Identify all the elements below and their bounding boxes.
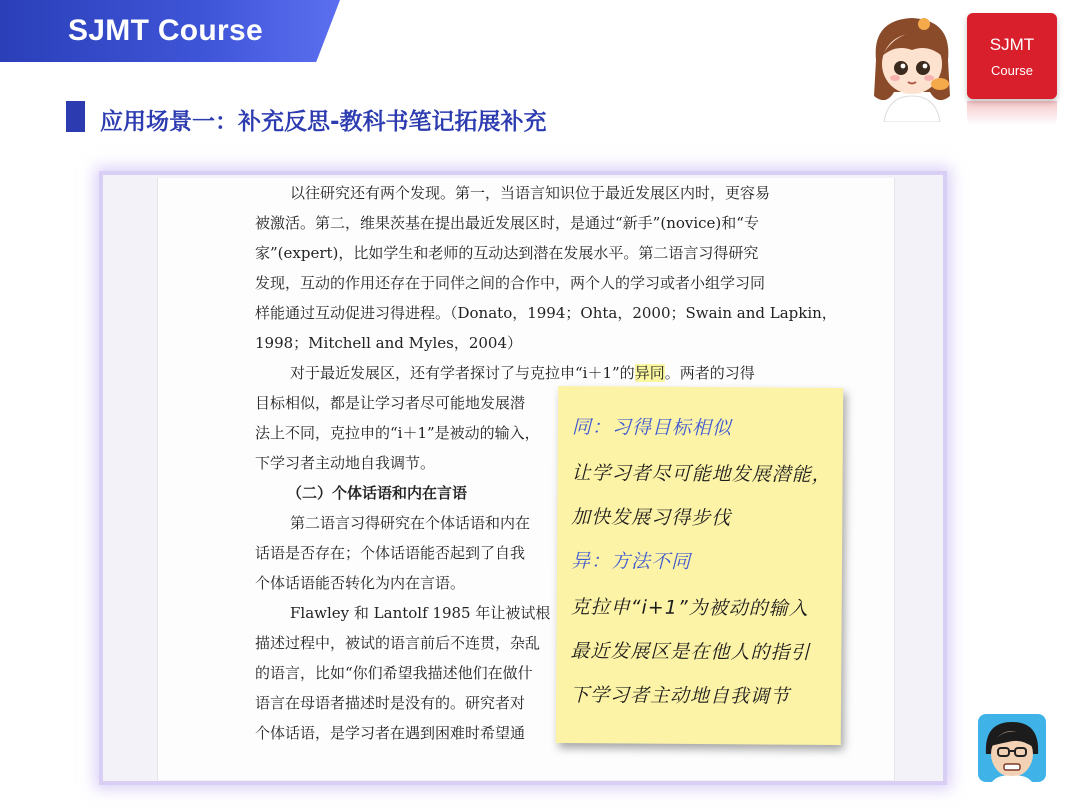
doc-line: 样能通过互动促进习得进程。（Donato，1994；Ohta，2000；Swain and Lapkin，: [255, 304, 837, 322]
sjmt-logo: [967, 13, 1057, 99]
doc-line: 话语是否存在；个体话语能否起到了自我: [255, 544, 526, 562]
doc-line-highlighted: [290, 358, 755, 388]
note-line: 加快发展习得步伐: [571, 506, 732, 530]
doc-line: 目标相似，都是让学习者尽可能地发展潜: [255, 394, 526, 412]
teacher-avatar-icon: [978, 714, 1046, 782]
teacher-face-icon: [978, 714, 1046, 782]
doc-line: 被激活。第二，维果茨基在提出最近发展区时，是通过“新手”(novice)和“专: [255, 214, 759, 232]
doc-line: 个体话语能否转化为内在言语。: [255, 574, 466, 592]
highlighted-text: 异同: [634, 364, 665, 382]
section-heading: 应用场景一：补充反思-教科书笔记拓展补充: [100, 109, 547, 135]
doc-line: 家”(expert)，比如学生和老师的互动达到潜在发展水平。第二语言习得研究: [255, 244, 759, 262]
doc-line: 下学习者主动地自我调节。: [255, 454, 436, 472]
doc-subheading: （二）个体话语和内在言语: [287, 484, 468, 502]
logo-reflection: [967, 101, 1057, 125]
doc-text: 。两者的习得: [664, 364, 755, 382]
doc-line: 描述过程中，被试的语言前后不连贯，杂乱: [255, 634, 541, 652]
doc-line: 个体话语，是学习者在遇到困难时希望通: [255, 724, 526, 742]
note-line: 克拉申“i+1”为被动的输入: [570, 596, 809, 620]
note-line: 最近发展区是在他人的指引: [570, 640, 811, 664]
logo-text-course: Course: [991, 63, 1033, 78]
sticky-note: [556, 386, 843, 745]
course-title: SJMT Course: [68, 14, 264, 47]
note-line-difference: 异：方法不同: [570, 550, 692, 573]
doc-line: 的语言，比如“你们希望我描述他们在做什: [255, 664, 533, 682]
cartoon-girl-mascot-icon: [868, 10, 956, 122]
doc-line: 语言在母语者描述时是没有的。研究者对: [255, 694, 526, 712]
doc-line: 1998；Mitchell and Myles，2004）: [255, 334, 523, 352]
note-line: 让学习者尽可能地发展潜能，: [571, 462, 832, 486]
doc-line: 法上不同，克拉申的“i＋1”是被动的输入，: [255, 424, 540, 442]
doc-text: 对于最近发展区，还有学者探讨了与克拉申“i＋1”的: [290, 364, 635, 382]
doc-line: 第二语言习得研究在个体话语和内在: [290, 514, 531, 532]
doc-line: 以往研究还有两个发现。第一，当语言知识位于最近发展区内时，更容易: [290, 184, 771, 202]
note-line: 下学习者主动地自我调节: [570, 684, 791, 708]
doc-line: 发现，互动的作用还存在于同伴之间的合作中，两个人的学习或者小组学习同: [255, 274, 766, 292]
note-line-similarity: 同：习得目标相似: [571, 416, 733, 440]
heading-marker: [66, 101, 85, 132]
logo-text-sjmt: SJMT: [989, 35, 1035, 54]
doc-line: Flawley 和 Lantolf 1985 年让被试根: [290, 604, 551, 622]
